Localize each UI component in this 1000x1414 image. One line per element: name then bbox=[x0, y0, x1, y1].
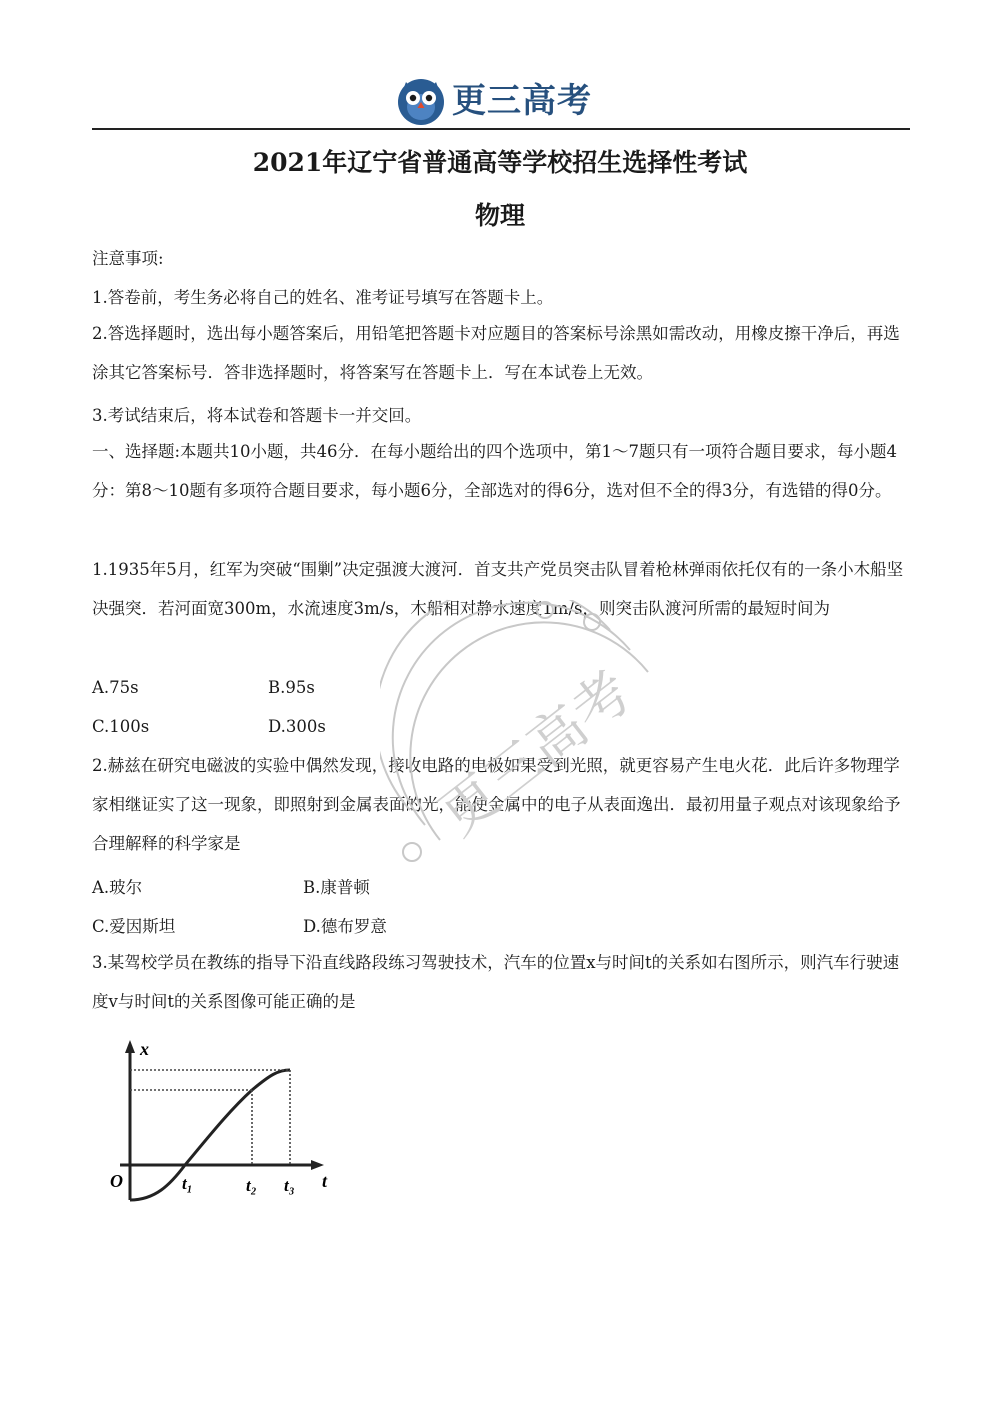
q2-option-d: D.德布罗意 bbox=[303, 917, 387, 936]
y-axis-label: x bbox=[140, 1039, 149, 1059]
header-divider bbox=[92, 128, 910, 130]
brand-name: 更三高考 bbox=[452, 81, 592, 121]
watermark-text: 更三高考 bbox=[427, 659, 645, 849]
notice-item-2: 2.答选择题时，选出每小题答案后，用铅笔把答题卡对应题目的答案标号涂黑如需改动，用橡皮擦干净后，再选涂其它答案标号．答非选择题时，将答案写在答题卡上．写在本试卷上无效。 bbox=[92, 324, 900, 383]
q1-option-b: B.95s bbox=[268, 678, 315, 697]
brand-logo bbox=[396, 77, 636, 127]
q1-option-a: A.75s bbox=[92, 678, 139, 697]
notice-heading: 注意事项: bbox=[92, 249, 164, 268]
y-axis-arrow bbox=[125, 1040, 135, 1053]
tick-label-t3: t₃ bbox=[284, 1176, 295, 1195]
question-3-stem: 3.某驾校学员在教练的指导下沿直线路段练习驾驶技术，汽车的位置x与时间t的关系如右图所示，则汽车行驶速度v与时间t的关系图像可能正确的是 bbox=[92, 953, 900, 1012]
exam-title: 2021年辽宁省普通高等学校招生选择性考试 bbox=[252, 148, 748, 177]
tick-label-t1: t₁ bbox=[182, 1174, 193, 1193]
position-time-graph bbox=[100, 1035, 340, 1215]
x-axis-arrow bbox=[311, 1160, 324, 1170]
q2-option-b: B.康普顿 bbox=[303, 878, 370, 897]
tick-label-t2: t₂ bbox=[246, 1176, 257, 1195]
q2-option-c: C.爱因斯坦 bbox=[92, 917, 176, 936]
page-header bbox=[0, 72, 1000, 130]
exam-subject: 物理 bbox=[474, 201, 525, 230]
q1-option-d: D.300s bbox=[268, 717, 326, 736]
owl-icon bbox=[396, 77, 446, 127]
question-1-stem: 1.1935年5月，红军为突破“围剿”决定强渡大渡河．首支共产党员突击队冒着枪林弹雨依托仅有的一条小木船坚决强突．若河面宽300m，水流速度3m/s，木船相对静水速度1m/s，则突击队渡河所需的最短时间为 bbox=[92, 560, 904, 619]
question-2-stem: 2.赫兹在研究电磁波的实验中偶然发现，接收电路的电极如果受到光照，就更容易产生电火花．此后许多物理学家相继证实了这一现象，即照射到金属表面的光，能使金属中的电子从表面逸出．最初用量子观点对该现象给予合理解释的科学家是 bbox=[92, 756, 901, 854]
q1-option-c: C.100s bbox=[92, 717, 150, 736]
notice-item-1: 1.答卷前，考生务必将自己的姓名、准考证号填写在答题卡上。 bbox=[92, 288, 554, 307]
section-intro: 一、选择题:本题共10小题，共46分．在每小题给出的四个选项中，第1～7题只有一项符合题目要求，每小题4分：第8～10题有多项符合题目要求，每小题6分，全部选对的得6分，选对但不全的得3分，有选错的得0分。 bbox=[92, 442, 898, 501]
notice-item-3: 3.考试结束后，将本试卷和答题卡一并交回。 bbox=[92, 406, 422, 425]
q2-option-a: A.玻尔 bbox=[92, 878, 143, 897]
x-axis-label: t bbox=[322, 1171, 328, 1191]
origin-label: O bbox=[110, 1171, 123, 1191]
